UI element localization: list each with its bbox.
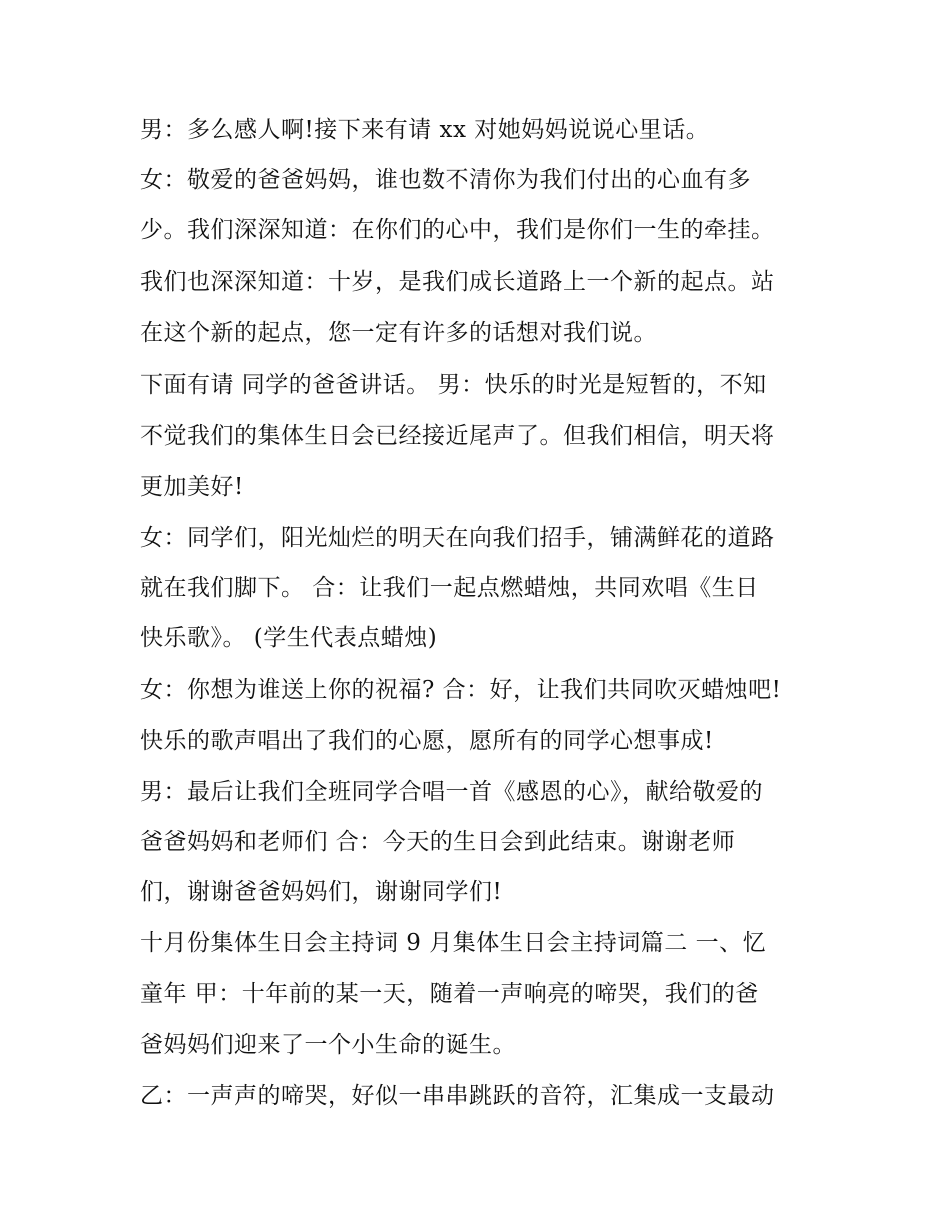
- text-line: 女：敬爱的爸爸妈妈，谁也数不清你为我们付出的心血有多: [140, 167, 751, 193]
- text-line: 在这个新的起点，您一定有许多的话想对我们说。: [140, 320, 657, 346]
- text-line: 快乐歌》。 (学生代表点蜡烛): [140, 625, 438, 651]
- text-line: 男：多么感人啊!接下来有请 xx 对她妈妈说说心里话。: [140, 117, 710, 143]
- text-line: 爸爸妈妈和老师们 合：今天的生日会到此结束。谢谢老师: [140, 829, 736, 855]
- text-line: 下面有请 同学的爸爸讲话。 男：快乐的时光是短暂的，不知: [140, 372, 767, 398]
- text-line: 乙：一声声的啼哭，好似一串串跳跃的音符，汇集成一支最动: [140, 1083, 775, 1109]
- text-line: 男：最后让我们全班同学合唱一首《感恩的心》，献给敬爱的: [140, 779, 763, 805]
- text-line: 们，谢谢爸爸妈妈们，谢谢同学们!: [140, 879, 503, 905]
- text-line: 女：同学们，阳光灿烂的明天在向我们招手，铺满鲜花的道路: [140, 525, 775, 551]
- text-line: 爸妈妈们迎来了一个小生命的诞生。: [140, 1032, 516, 1058]
- text-line: 我们也深深知道：十岁，是我们成长道路上一个新的起点。站: [140, 269, 775, 295]
- text-line: 更加美好!: [140, 474, 244, 500]
- text-line: 快乐的歌声唱出了我们的心愿，愿所有的同学心想事成!: [140, 728, 714, 754]
- text-line: 少。我们深深知道：在你们的心中，我们是你们一生的牵挂。: [140, 217, 775, 243]
- text-line: 女：你想为谁送上你的祝福? 合：好，让我们共同吹灭蜡烛吧!: [140, 677, 782, 703]
- text-line: 童年 甲：十年前的某一天，随着一声响亮的啼哭，我们的爸: [140, 981, 759, 1007]
- text-line: 就在我们脚下。 合：让我们一起点燃蜡烛，共同欢唱《生日: [140, 575, 759, 601]
- text-line: 十月份集体生日会主持词 9 月集体生日会主持词篇二 一、忆: [140, 930, 767, 956]
- text-line: 不觉我们的集体生日会已经接近尾声了。但我们相信，明天将: [140, 423, 775, 449]
